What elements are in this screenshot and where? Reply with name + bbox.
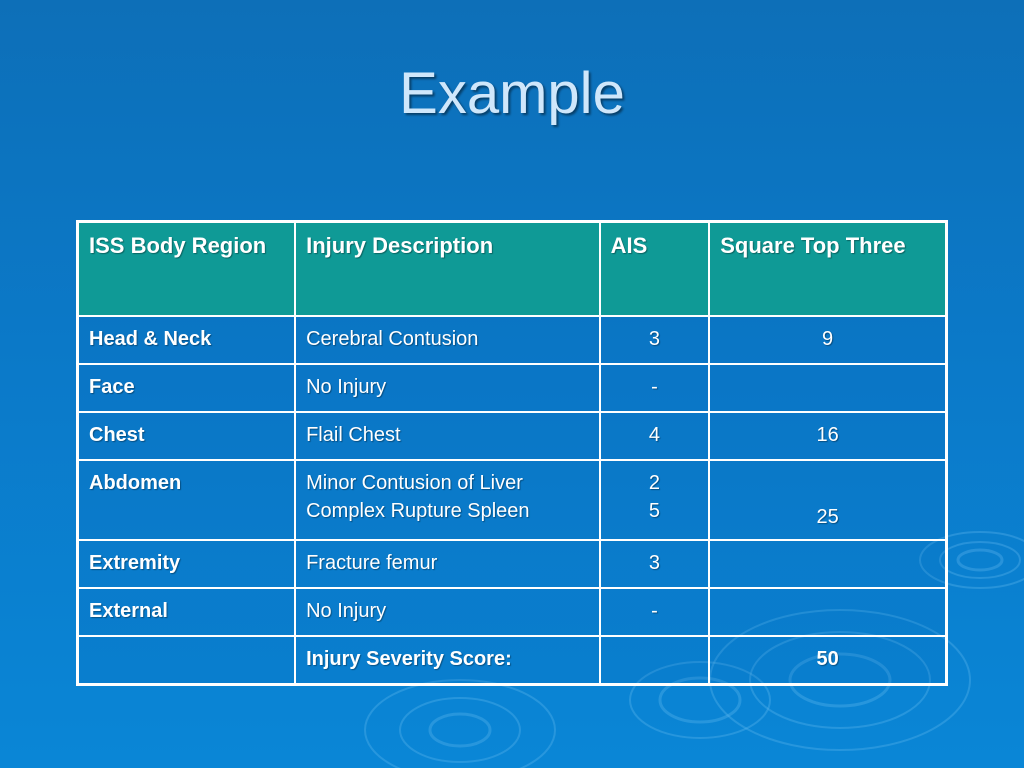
cell-description: Flail Chest — [295, 412, 600, 460]
table-row — [78, 316, 947, 364]
cell-description — [295, 460, 600, 540]
cell-ais: - — [600, 364, 710, 412]
cell-description: Fracture femur — [295, 540, 600, 588]
ais-line: 2 — [648, 472, 660, 494]
slide-title: Example — [399, 61, 625, 126]
table-row — [78, 588, 947, 636]
header-region: ISS Body Region — [78, 222, 296, 317]
cell-description: No Injury — [295, 364, 600, 412]
table-total-row — [78, 636, 947, 685]
cell-description: Cerebral Contusion — [295, 316, 600, 364]
cell-region: Chest — [78, 412, 296, 460]
cell-region: Extremity — [78, 540, 296, 588]
cell-square — [709, 540, 946, 588]
iss-table — [76, 220, 948, 686]
cell-ais — [600, 460, 710, 540]
cell-region: Abdomen — [78, 460, 296, 540]
cell-region: External — [78, 588, 296, 636]
cell-square: 25 — [709, 460, 946, 540]
cell-square — [709, 588, 946, 636]
cell-description: No Injury — [295, 588, 600, 636]
cell-ais: 4 — [600, 412, 710, 460]
cell-region: Head & Neck — [78, 316, 296, 364]
cell-ais: 3 — [600, 316, 710, 364]
cell-region — [78, 636, 296, 685]
table-row — [78, 540, 947, 588]
table-row — [78, 364, 947, 412]
cell-ais — [600, 636, 710, 685]
cell-square: 9 — [709, 316, 946, 364]
header-ais: AIS — [600, 222, 710, 317]
header-square: Square Top Three — [709, 222, 946, 317]
cell-square — [709, 364, 946, 412]
table-row — [78, 412, 947, 460]
cell-ais: - — [600, 588, 710, 636]
header-description: Injury Description — [295, 222, 600, 317]
cell-square: 16 — [709, 412, 946, 460]
table-row — [78, 460, 947, 540]
cell-region: Face — [78, 364, 296, 412]
cell-ais: 3 — [600, 540, 710, 588]
iss-total-value: 50 — [709, 636, 946, 685]
iss-total-label: Injury Severity Score: — [295, 636, 600, 685]
table-header-row — [78, 222, 947, 317]
description-line: Complex Rupture Spleen — [306, 500, 530, 522]
ais-line: 5 — [648, 500, 660, 522]
description-line: Minor Contusion of Liver — [306, 472, 523, 494]
